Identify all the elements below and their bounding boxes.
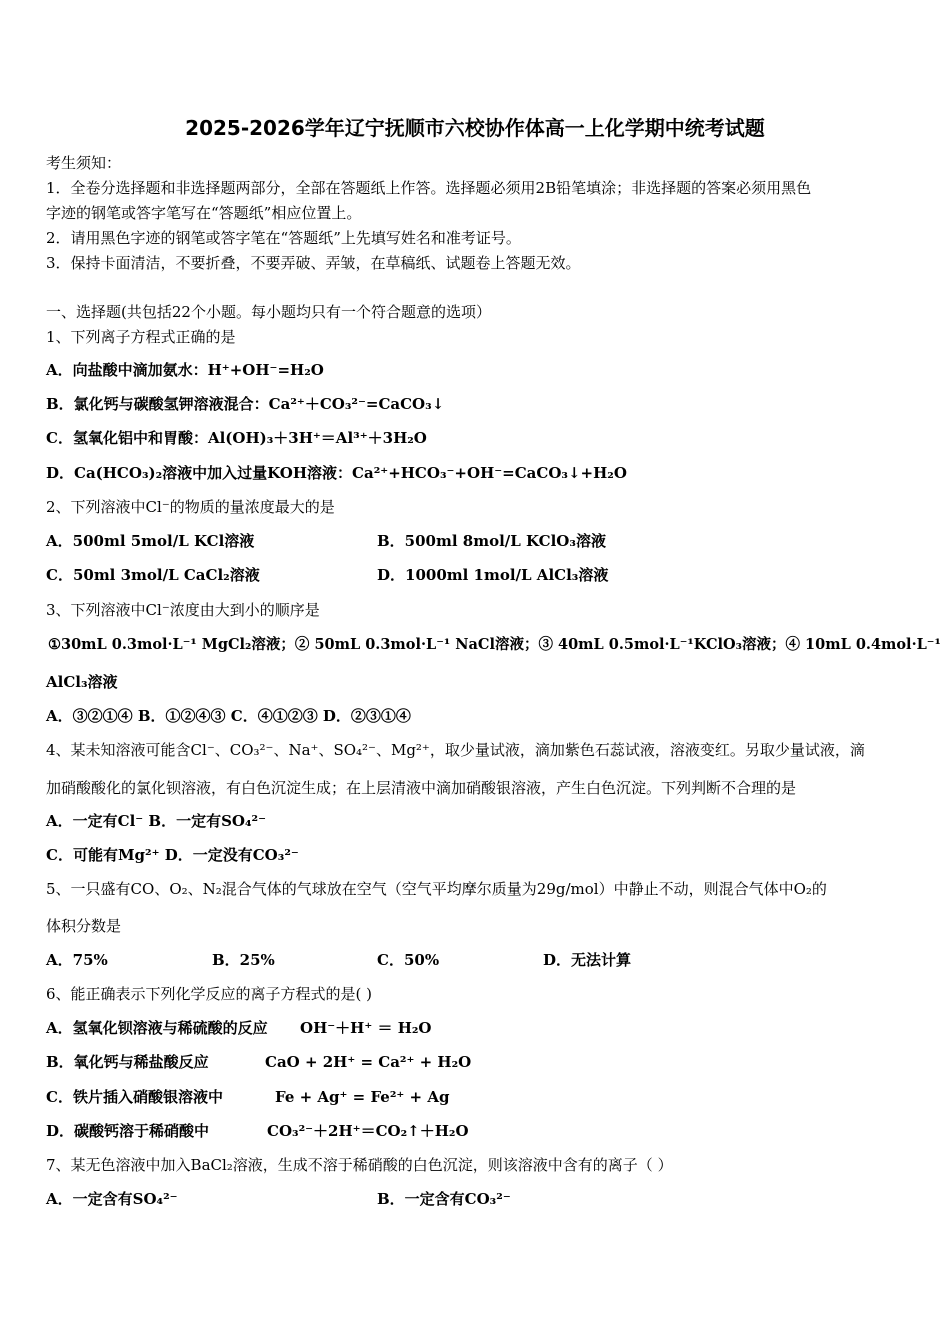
notice-item-1: 1．全卷分选择题和非选择题两部分，全部在答题纸上作答。选择题必须用2B铅笔填涂；非选择题的答案必须用黑色 [46,179,812,197]
question-4-options-ab: A．一定有Cl⁻ B．一定有SO₄²⁻ [46,812,267,830]
question-6-option-d-equation: CO₃²⁻＋2H⁺＝CO₂↑＋H₂O [267,1122,469,1140]
question-6-option-d-label: D．碳酸钙溶于稀硝酸中 [46,1122,210,1140]
question-7-option-b: B．一定含有CO₃²⁻ [377,1190,511,1208]
question-5-option-d: D．无法计算 [543,951,632,969]
question-6-option-a-equation: OH⁻＋H⁺ ＝ H₂O [300,1019,432,1037]
question-2-options-row-1 [46,531,906,553]
question-6-option-c [46,1087,906,1109]
question-2-stem: 2、下列溶液中Cl⁻的物质的量浓度最大的是 [46,498,335,516]
question-4-stem: 4、某未知溶液可能含Cl⁻、CO₃²⁻、Na⁺、SO₄²⁻、Mg²⁺，取少量试液，滴加紫色石蕊试液，溶液变红。另取少量试液，滴 [46,741,865,759]
question-2-option-b: B．500ml 8mol/L KClO₃溶液 [377,532,606,550]
page-title: 2025-2026学年辽宁抚顺市六校协作体高一上化学期中统考试题 [185,116,765,140]
question-6-option-c-equation: Fe + Ag⁺ = Fe²⁺ + Ag [275,1088,450,1106]
notice-heading: 考生须知： [46,154,122,172]
question-6-option-c-label: C．铁片插入硝酸银溶液中 [46,1088,223,1106]
question-5-option-a: A．75% [46,951,108,969]
question-1-option-b: B．氯化钙与碳酸氢钾溶液混合：Ca²⁺＋CO₃²⁻=CaCO₃↓ [46,395,445,413]
question-6-option-d [46,1121,906,1143]
question-2-option-c: C．50ml 3mol/L CaCl₂溶液 [46,566,260,584]
question-5-option-b: B．25% [212,951,275,969]
question-6-option-b-equation: CaO + 2H⁺ = Ca²⁺ + H₂O [265,1053,472,1071]
question-7-option-a: A．一定含有SO₄²⁻ [46,1190,178,1208]
question-1-stem: 1、下列离子方程式正确的是 [46,328,236,346]
notice-item-3: 3．保持卡面清洁，不要折叠，不要弄破、弄皱，在草稿纸、试题卷上答题无效。 [46,254,581,272]
question-3-solutions: ①30mL 0.3mol·L⁻¹ MgCl₂溶液；② 50mL 0.3mol·L⁻¹ NaCl溶液；③ 40mL 0.5mol·L⁻¹KClO₃溶液；④ 10mL 0.4mol·L⁻¹ [48,636,941,653]
question-3-stem: 3、下列溶液中Cl⁻浓度由大到小的顺序是 [46,601,320,619]
question-3-solutions-cont: AlCl₃溶液 [46,673,118,691]
question-5-option-c: C．50% [377,951,440,969]
question-6-option-b [46,1052,906,1074]
question-6-option-b-label: B．氧化钙与稀盐酸反应 [46,1053,209,1071]
question-5-options [46,950,906,972]
question-5-stem-cont: 体积分数是 [46,917,122,935]
question-2-options-row-2 [46,565,906,587]
question-6-stem: 6、能正确表示下列化学反应的离子方程式的是( ) [46,985,373,1003]
question-7-options [46,1189,906,1211]
question-6-option-a-label: A．氢氧化钡溶液与稀硫酸的反应 [46,1019,268,1037]
question-1-option-d: D．Ca(HCO₃)₂溶液中加入过量KOH溶液：Ca²⁺+HCO₃⁻+OH⁻=CaCO₃↓+H₂O [46,464,627,482]
question-7-stem: 7、某无色溶液中加入BaCl₂溶液，生成不溶于稀硝酸的白色沉淀，则该溶液中含有的离子（ ） [46,1156,673,1174]
question-4-stem-cont: 加硝酸酸化的氯化钡溶液，有白色沉淀生成；在上层清液中滴加硝酸银溶液，产生白色沉淀。下列判断不合理的是 [46,779,797,797]
question-6-option-a [46,1018,906,1040]
question-1-option-c: C．氢氧化铝中和胃酸：Al(OH)₃＋3H⁺＝Al³⁺＋3H₂O [46,429,427,447]
question-1-option-a: A．向盐酸中滴加氨水：H⁺+OH⁻=H₂O [46,361,324,379]
notice-item-1-cont: 字迹的钢笔或答字笔写在“答题纸”相应位置上。 [46,204,362,222]
question-3-options: A．③②①④ B．①②④③ C．④①②③ D．②③①④ [46,707,411,725]
question-4-options-cd: C．可能有Mg²⁺ D．一定没有CO₃²⁻ [46,846,299,864]
question-2-option-a: A．500ml 5mol/L KCl溶液 [46,532,255,550]
question-2-option-d: D．1000ml 1mol/L AlCl₃溶液 [377,566,609,584]
section-heading: 一、选择题(共包括22个小题。每小题均只有一个符合题意的选项） [46,303,491,321]
question-5-stem: 5、一只盛有CO、O₂、N₂混合气体的气球放在空气（空气平均摩尔质量为29g/mol）中静止不动，则混合气体中O₂的 [46,880,827,898]
notice-item-2: 2．请用黑色字迹的钢笔或答字笔在“答题纸”上先填写姓名和准考证号。 [46,229,521,247]
